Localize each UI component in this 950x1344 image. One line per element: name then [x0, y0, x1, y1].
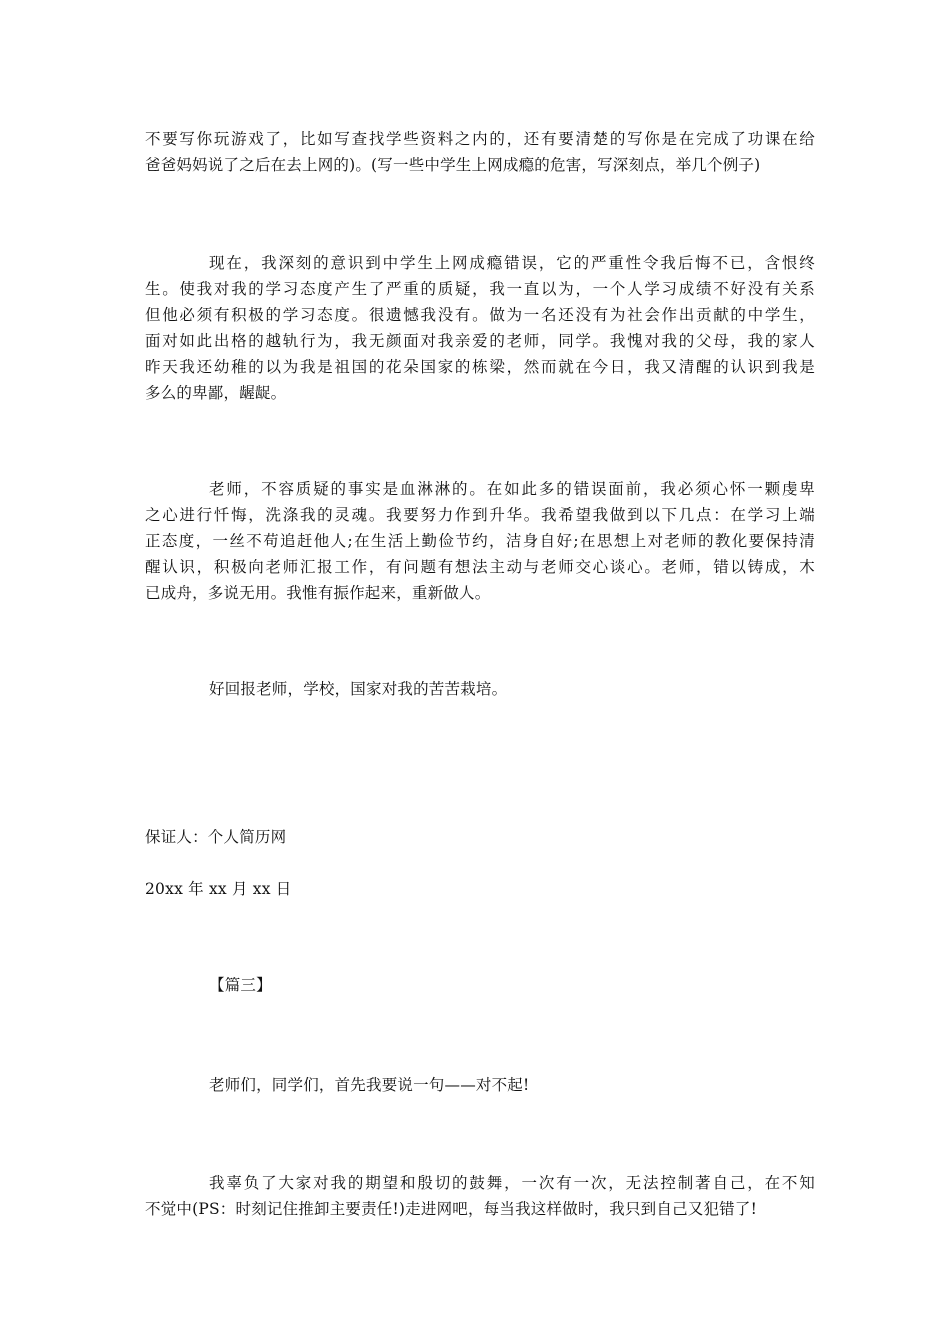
paragraph-line: 爸爸妈妈说了之后在去上网的)。(写一些中学生上网成瘾的危害，写深刻点，举几个例子): [145, 156, 761, 174]
paragraph-line: 老师，不容质疑的事实是血淋淋的。在如此多的错误面前，我必须心怀一颗虔卑: [209, 480, 815, 498]
paragraph-line: 面对如此出格的越轨行为，我无颜面对我亲爱的老师，同学。我愧对我的父母，我的家人: [145, 332, 815, 350]
paragraph-line: 我辜负了大家对我的期望和殷切的鼓舞，一次有一次，无法控制著自己，在不知: [209, 1174, 815, 1192]
paragraph-line: 昨天我还幼稚的以为我是祖国的花朵国家的栋梁，然而就在今日，我又清醒的认识到我是: [145, 358, 815, 376]
paragraph-line: 好回报老师，学校，国家对我的苦苦栽培。: [209, 680, 508, 698]
paragraph-line: 醒认识，积极向老师汇报工作，有问题有想法主动与老师交心谈心。老师，错以铸成，木: [145, 558, 815, 576]
paragraph-line: 之心进行忏悔，洗涤我的灵魂。我要努力作到升华。我希望我做到以下几点：在学习上端: [145, 506, 815, 524]
paragraph-line: 正态度，一丝不苟追赶他人;在生活上勤俭节约，洁身自好;在思想上对老师的教化要保持清: [145, 532, 815, 550]
paragraph-line: 不要写你玩游戏了，比如写查找学些资料之内的，还有要清楚的写你是在完成了功课在给: [145, 130, 815, 148]
paragraph-line: 已成舟，多说无用。我惟有振作起来，重新做人。: [145, 584, 491, 602]
guarantor-line: 保证人：个人简历网: [145, 828, 287, 846]
date-line: 20xx 年 xx 月 xx 日: [145, 880, 292, 898]
paragraph-line: 不觉中(PS：时刻记住推卸主要责任!)走进网吧，每当我这样做时，我只到自己又犯错了!: [145, 1200, 758, 1218]
paragraph-line: 但他必须有积极的学习态度。很遗憾我没有。做为一名还没有为社会作出贡献的中学生，: [145, 306, 815, 324]
paragraph-line: 生。使我对我的学习态度产生了严重的质疑，我一直以为，一个人学习成绩不好没有关系: [145, 280, 815, 298]
paragraph-line: 老师们，同学们，首先我要说一句——对不起!: [209, 1076, 530, 1094]
section-title: 【篇三】: [209, 976, 272, 994]
paragraph-line: 多么的卑鄙，龌龊。: [145, 384, 287, 402]
paragraph-line: 现在，我深刻的意识到中学生上网成瘾错误，它的严重性令我后悔不已，含恨终: [209, 254, 815, 272]
